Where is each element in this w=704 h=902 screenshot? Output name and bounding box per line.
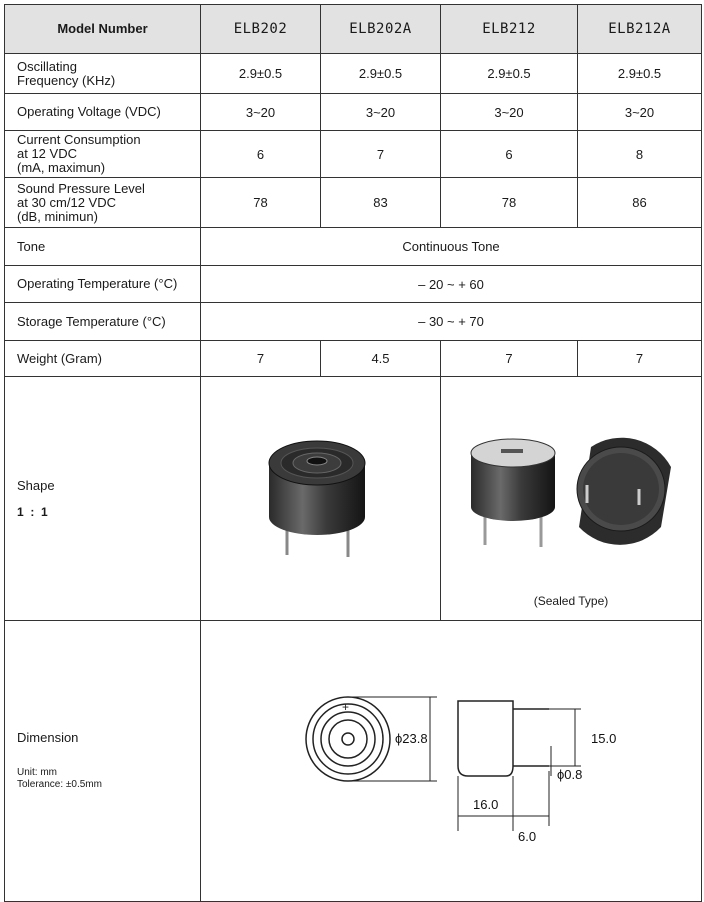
op-temp-value: – 20 ~ + 60	[201, 266, 702, 303]
model-elb212: ELB212	[441, 5, 578, 54]
storage-temp-value: – 30 ~ + 70	[201, 303, 702, 341]
dimension-label-cell	[5, 621, 201, 902]
shape-row	[5, 377, 702, 621]
storage-temp-label: Storage Temperature (°C)	[5, 303, 201, 341]
voltage-row	[5, 94, 702, 131]
tolerance-text: Tolerance: ±0.5mm	[17, 779, 102, 790]
pin-length-label: 6.0	[518, 829, 537, 844]
unit-text: Unit: mm	[17, 767, 57, 778]
voltage-value: 3~20	[578, 94, 702, 131]
buzzer-photo-standard	[201, 377, 441, 620]
spl-value: 78	[201, 178, 321, 228]
shape-label-cell	[5, 377, 201, 621]
current-value: 7	[321, 131, 441, 178]
storage-temp-row	[5, 303, 702, 341]
buzzer-photo-sealed	[441, 377, 701, 620]
shape-image-sealed	[441, 377, 702, 621]
label-line: Sound Pressure Level	[17, 180, 145, 196]
oscillating-value: 2.9±0.5	[441, 54, 578, 94]
voltage-value: 3~20	[441, 94, 578, 131]
label-line: (mA, maximun)	[17, 160, 106, 175]
label-line: at 12 VDC	[17, 146, 77, 161]
weight-value: 4.5	[321, 341, 441, 377]
weight-value: 7	[441, 341, 578, 377]
weight-value: 7	[201, 341, 321, 377]
header-row	[5, 5, 702, 54]
spl-value: 78	[441, 178, 578, 228]
current-row	[5, 131, 702, 178]
dimension-row	[5, 621, 702, 902]
voltage-label: Operating Voltage (VDC)	[5, 94, 201, 131]
label-line: Frequency (KHz)	[17, 72, 116, 88]
dimension-drawing	[201, 621, 702, 901]
model-elb202: ELB202	[201, 5, 321, 54]
oscillating-value: 2.9±0.5	[321, 54, 441, 94]
voltage-value: 3~20	[201, 94, 321, 131]
op-temp-label: Operating Temperature (°C)	[5, 266, 201, 303]
weight-label: Weight (Gram)	[5, 341, 201, 377]
oscillating-row	[5, 54, 702, 94]
shape-scale: 1 : 1	[17, 504, 48, 519]
shape-label: Shape	[17, 477, 55, 493]
op-temp-row	[5, 266, 702, 303]
model-elb202a: ELB202A	[321, 5, 441, 54]
voltage-value: 3~20	[321, 94, 441, 131]
svg-text:+: +	[342, 700, 350, 714]
tone-row	[5, 228, 702, 266]
diameter-label: ϕ23.8	[395, 731, 428, 746]
label-line: Oscillating	[17, 58, 77, 74]
spec-table	[4, 4, 702, 902]
height-label: 15.0	[591, 731, 617, 746]
shape-image-standard	[201, 377, 441, 621]
weight-row	[5, 341, 702, 377]
spl-label	[5, 178, 201, 228]
sealed-type-caption: (Sealed Type)	[533, 594, 609, 608]
dimension-drawing-cell	[201, 621, 702, 902]
oscillating-label	[5, 54, 201, 94]
tone-label: Tone	[5, 228, 201, 266]
spl-value: 86	[578, 178, 702, 228]
label-line: (dB, minimun)	[17, 208, 98, 224]
oscillating-value: 2.9±0.5	[201, 54, 321, 94]
dimension-label: Dimension	[17, 730, 79, 745]
spl-value: 83	[321, 178, 441, 228]
model-elb212a: ELB212A	[578, 5, 702, 54]
weight-value: 7	[578, 341, 702, 377]
pin-diameter-label: ϕ0.8	[557, 767, 583, 782]
width-label: 16.0	[473, 797, 499, 812]
spl-row	[5, 178, 702, 228]
model-number-label: Model Number	[5, 5, 201, 54]
current-value: 8	[578, 131, 702, 178]
current-value: 6	[441, 131, 578, 178]
oscillating-value: 2.9±0.5	[578, 54, 702, 94]
current-label	[5, 131, 201, 178]
current-value: 6	[201, 131, 321, 178]
label-line: at 30 cm/12 VDC	[17, 194, 116, 210]
tone-value: Continuous Tone	[201, 228, 702, 266]
label-line: Current Consumption	[17, 132, 141, 147]
